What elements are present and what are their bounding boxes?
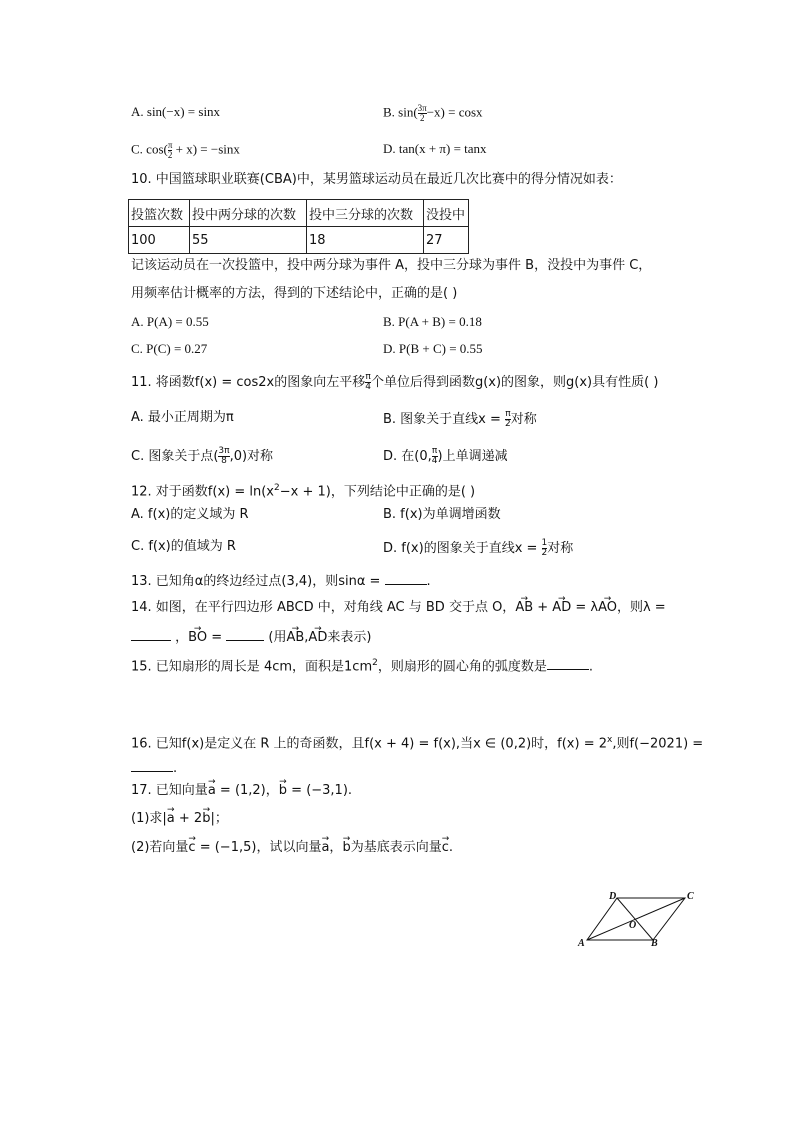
q14-vector-ad-2: → AD <box>308 630 327 646</box>
q14-line2-post-pre: (用 <box>264 630 287 645</box>
q12-option-d-den: 2 <box>541 548 548 558</box>
q14-line2-post: 来表示) <box>327 630 372 645</box>
q17-part2-vector-b: → b <box>342 840 350 856</box>
diagonal-bd <box>617 898 653 940</box>
q9-option-c-post: + x) = −sinx <box>172 141 240 157</box>
q14-line2-mid: ， <box>171 630 189 645</box>
q15-stem-post: ，则扇形的圆心角的弧度数是 <box>377 659 547 675</box>
q13-stem <box>131 572 431 590</box>
q12-option-a: A. f(x)的定义域为 R <box>131 507 249 522</box>
q14-comma: , <box>304 630 309 645</box>
q14-vector-ab: → AB <box>515 600 533 616</box>
q9-option-c-pre: C. cos( <box>131 141 168 157</box>
q12-stem-sup: 2 <box>274 483 280 493</box>
parallelogram-figure <box>575 888 705 950</box>
q10-desc-line2: 用频率估计概率的方法，得到的下述结论中，正确的是( ) <box>131 286 458 301</box>
q13-stem-text: 13. 已知角α的终边经过点(3,4)，则sinα = <box>131 574 385 589</box>
table-cell: 55 <box>190 227 307 254</box>
vertex-label-b: B <box>651 938 658 949</box>
q10-option-a: A. P(A) = 0.55 <box>131 314 209 329</box>
q10-desc-line1: 记该运动员在一次投篮中，投中两分球为事件 A，投中三分球为事件 B，没投中为事件 C， <box>131 258 652 273</box>
q17-part2-vector-c: → c <box>188 840 195 856</box>
q17-part2-post: . <box>448 840 454 855</box>
q17-part2-vector-c2: → c <box>442 840 449 856</box>
q17-part2-mid: = (−1,5)，试以向量 <box>195 840 322 855</box>
q10-score-table <box>128 199 469 254</box>
q11-option-c-post: ,0)对称 <box>229 449 274 464</box>
q11-option-d-den: 4 <box>431 456 438 466</box>
q11-stem-pre: 11. 将函数f(x) = cos2x的图象向左平移 <box>131 375 366 390</box>
q16-end: . <box>173 761 178 776</box>
q16-stem-post: ,则f(−2021) = <box>612 736 704 752</box>
q14-eq: = λ <box>571 600 599 615</box>
q11-option-c-den: 8 <box>221 456 227 466</box>
q11-stem-num: π <box>365 372 371 382</box>
q17-part1-post: |； <box>210 811 228 826</box>
q12-stem-pre: 12. 对于函数f(x) = ln(x <box>131 484 274 500</box>
q15-answer-blank[interactable] <box>547 657 589 670</box>
table-header-cell: 投中三分球的次数 <box>307 200 424 227</box>
q14-bo-blank[interactable] <box>226 628 264 641</box>
q9-option-b-post: −x) = cosx <box>426 104 483 120</box>
q14-vector-ao: → AO <box>598 600 617 616</box>
q12-option-b: B. f(x)为单调增函数 <box>383 507 501 522</box>
q11-option-d-post: )上单调递减 <box>437 449 508 464</box>
q12-option-d <box>383 539 573 558</box>
q14-vector-ab-2: → AB <box>286 630 304 646</box>
q15-stem-pre: 15. 已知扇形的周长是 4cm，面积是1cm <box>131 659 373 675</box>
q12-option-d-post: 对称 <box>547 541 574 556</box>
q11-stem-den: 4 <box>365 382 371 392</box>
q17-part2-mid2: 为基底表示向量 <box>350 840 442 855</box>
q12-option-d-pre: D. f(x)的图象关于直线x = <box>383 541 542 556</box>
q12-stem <box>131 480 475 500</box>
q17-part2-pre: (2)若向量 <box>131 840 189 855</box>
q11-stem-post: 个单位后得到函数g(x)的图象，则g(x)具有性质( ) <box>370 375 659 390</box>
q14-tail: ，则λ = <box>616 600 666 615</box>
q17-stem-pre: 17. 已知向量 <box>131 783 208 798</box>
q14-lambda-blank[interactable] <box>131 628 171 641</box>
table-cell: 27 <box>424 227 469 254</box>
table-cell: 100 <box>129 227 190 254</box>
q10-option-c: C. P(C) = 0.27 <box>131 341 208 356</box>
q17-stem <box>131 783 352 799</box>
q17-part2-vector-a: → a <box>321 840 329 856</box>
q17-part2-comma: ， <box>329 840 343 855</box>
q11-option-b-den: 2 <box>505 419 511 429</box>
table-header-cell: 投中两分球的次数 <box>190 200 307 227</box>
q9-option-d: D. tan(x + π) = tanx <box>383 141 487 156</box>
q16-stem-pre: 16. 已知f(x)是定义在 R 上的奇函数，且f(x + 4) = f(x),当x ∈ (0,2)时，f(x) = 2 <box>131 736 608 752</box>
q11-option-d-pre: D. 在(0, <box>383 449 432 464</box>
table-header-row <box>129 200 469 227</box>
q14-stem-line1 <box>131 600 666 616</box>
q11-stem <box>131 373 658 392</box>
q9-option-b <box>383 104 483 123</box>
q17-stem-post: = (−3,1). <box>287 783 353 798</box>
q13-end: . <box>426 574 431 589</box>
q17-vector-a: → a <box>208 783 216 799</box>
q12-option-c: C. f(x)的值域为 R <box>131 539 236 554</box>
q9-option-b-den: 2 <box>419 113 425 123</box>
q11-option-d-num: π <box>431 446 438 456</box>
q12-option-d-num: 1 <box>541 538 548 548</box>
q16-sup: x <box>607 735 613 745</box>
table-header-cell: 没投中 <box>424 200 469 227</box>
q15-stem <box>131 655 593 675</box>
q11-option-b-pre: B. 图象关于直线x = <box>383 412 506 427</box>
q16-stem <box>131 732 703 752</box>
q14-stem-line2 <box>131 628 371 646</box>
q17-part1-mid: + 2 <box>174 811 203 826</box>
q17-stem-mid: = (1,2)， <box>215 783 279 798</box>
vertex-label-c: C <box>687 891 694 902</box>
vertex-label-d: D <box>609 891 617 902</box>
q14-plus: + <box>533 600 553 615</box>
q17-part1 <box>131 811 228 827</box>
q11-option-c-num: 3π <box>218 446 230 456</box>
q11-option-c <box>131 447 273 466</box>
q9-option-b-num: 3π <box>417 103 427 113</box>
q9-option-b-pre: B. sin( <box>383 104 418 120</box>
q9-option-a: A. sin(−x) = sinx <box>131 104 221 119</box>
q17-part1-pre: (1)求| <box>131 811 167 826</box>
table-row <box>129 227 469 254</box>
q12-stem-post: −x + 1)，下列结论中正确的是( ) <box>279 484 476 500</box>
q17-vector-b: → b <box>279 783 287 799</box>
q16-answer-line <box>131 759 177 777</box>
q14-vector-bo: → BO <box>188 630 207 646</box>
q11-option-a: A. 最小正周期为π <box>131 410 234 425</box>
q10-option-b: B. P(A + B) = 0.18 <box>383 314 482 329</box>
q9-option-c-den: 2 <box>167 150 173 160</box>
q10-option-d: D. P(B + C) = 0.55 <box>383 341 483 356</box>
vertex-label-a: A <box>578 938 585 949</box>
table-header-cell: 投篮次数 <box>129 200 190 227</box>
q14-vector-ad: → AD <box>552 600 571 616</box>
q9-option-c <box>131 141 240 160</box>
q14-stem-pre: 14. 如图，在平行四边形 ABCD 中，对角线 AC 与 BD 交于点 O， <box>131 600 516 615</box>
q14-eq2: = <box>207 630 227 645</box>
q16-answer-blank[interactable] <box>131 759 173 772</box>
q17-part2 <box>131 840 453 856</box>
q11-option-c-pre: C. 图象关于点( <box>131 449 219 464</box>
q11-option-b <box>383 410 537 429</box>
q15-sup: 2 <box>372 658 378 668</box>
q9-option-c-num: π <box>167 140 173 150</box>
q11-option-b-post: 对称 <box>510 412 537 427</box>
center-label-o: O <box>629 920 637 931</box>
q10-stem: 10. 中国篮球职业联赛(CBA)中，某男篮球运动员在最近几次比赛中的得分情况如表： <box>131 172 622 187</box>
q17-part1-vector-b: → b <box>202 811 210 827</box>
q9-option-b-frac <box>418 104 427 123</box>
q17-part1-vector-a: → a <box>167 811 175 827</box>
q13-answer-blank[interactable] <box>385 572 427 585</box>
q11-option-d <box>383 447 508 466</box>
q15-end: . <box>588 659 593 675</box>
q11-option-c-frac <box>218 447 229 466</box>
q11-option-b-num: π <box>505 409 511 419</box>
table-cell: 18 <box>307 227 424 254</box>
